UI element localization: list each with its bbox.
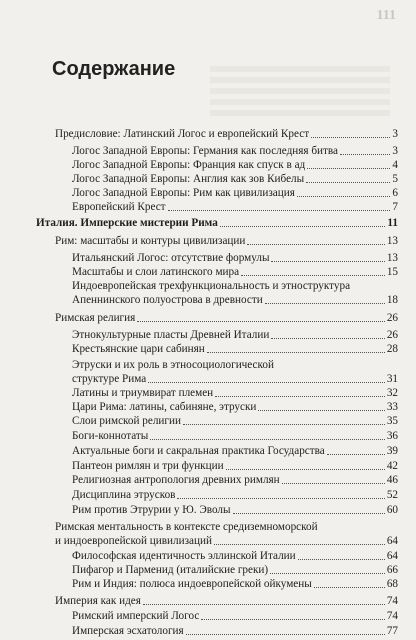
toc-entry-page: 66 [386, 564, 398, 576]
toc-chapter-entry[interactable] [36, 216, 398, 230]
toc-entry-page: 4 [392, 159, 398, 171]
toc-entry-page: 64 [386, 535, 398, 547]
toc-entry-title: Крестьянские цари сабинян [72, 343, 205, 355]
toc-entry[interactable] [72, 386, 398, 400]
toc-entry-page: 15 [386, 266, 398, 278]
leader-dots [233, 513, 385, 514]
toc-entry-title: Предисловие: Латинский Логос и европейский Крест [55, 128, 310, 140]
toc-entry-page: 35 [386, 415, 398, 427]
toc-entry[interactable] [72, 609, 398, 623]
toc-entry-page: 7 [392, 201, 398, 213]
leader-dots [307, 168, 390, 169]
toc-entry-page: 31 [386, 373, 398, 385]
toc-entry-page: 39 [386, 445, 398, 457]
toc-entry-title: Религиозная антропология древних римлян [72, 474, 280, 486]
toc-entry-title: Европейский Крест [72, 201, 166, 213]
leader-dots [207, 352, 385, 353]
toc-entry-page: 74 [386, 610, 398, 622]
toc-entry-title: Римская религия [55, 312, 136, 324]
toc-entry-page: 32 [386, 387, 398, 399]
leader-dots [265, 303, 385, 304]
toc-entry[interactable] [72, 549, 398, 563]
toc-entry-title: Логос Западной Европы: Германия как последняя битва [72, 145, 339, 157]
toc-entry-page: 5 [392, 173, 398, 185]
leader-dots [298, 559, 385, 560]
toc-entry[interactable] [55, 234, 398, 248]
toc-entry-page: 13 [386, 252, 398, 264]
leader-dots [143, 604, 385, 605]
toc-entry-page: 64 [386, 550, 398, 562]
toc-entry-title: Римский имперский Логос [72, 610, 200, 622]
toc-entry[interactable] [72, 577, 398, 591]
toc-chapter-page: 11 [387, 217, 398, 229]
toc-entry-page: 77 [386, 625, 398, 637]
toc-entry[interactable] [72, 414, 398, 428]
leader-dots [247, 244, 384, 245]
toc-entry-title: Актуальные боги и сакральная практика Государства [72, 445, 325, 457]
toc-entry[interactable] [72, 429, 398, 443]
toc-entry-title-line: Этруски и их роль в этносоциологической [72, 359, 274, 371]
toc-entry-title: Боги-коннотаты [72, 430, 149, 442]
toc-entry-page: 74 [386, 595, 398, 607]
toc-entry[interactable] [72, 459, 398, 473]
leader-dots [297, 196, 391, 197]
toc-entry-title: Рим: масштабы и контуры цивилизации [55, 235, 246, 247]
toc-entry-title: Логос Западной Европы: Франция как спуск в ад [72, 159, 306, 171]
toc-entry-title: Латины и триумвират племен [72, 387, 214, 399]
page-title: Содержание [52, 58, 176, 80]
leader-dots [168, 210, 391, 211]
toc-entry-title-line: Римская ментальность в контексте средиземноморской [55, 521, 318, 533]
toc-entry[interactable] [72, 400, 398, 414]
toc-entry[interactable] [72, 251, 398, 265]
toc-entry-title: Рим и Индия: полюса индоевропейской ойкумены [72, 578, 312, 590]
leader-dots [271, 261, 384, 262]
toc-entry-page: 46 [386, 474, 398, 486]
leader-dots [258, 410, 384, 411]
toc-entry-page: 3 [392, 145, 398, 157]
toc-entry-title: Пантеон римлян и три функции [72, 460, 224, 472]
toc-entry-page: 52 [386, 489, 398, 501]
toc-entry-title: Апеннинского полуострова в древности [72, 294, 263, 306]
leader-dots [306, 182, 390, 183]
leader-dots [186, 634, 385, 635]
toc-chapter-title: Италия. Имперские мистерии Рима [36, 217, 218, 229]
toc-entry[interactable] [55, 127, 398, 141]
toc-entry[interactable] [72, 488, 398, 502]
toc-entry[interactable] [72, 372, 398, 386]
leader-dots [201, 619, 385, 620]
toc-entry[interactable] [55, 594, 398, 608]
running-header-page-number: 111 [376, 8, 396, 23]
toc-entry-title: Этнокультурные пласты Древней Италии [72, 329, 270, 341]
toc-entry[interactable] [72, 144, 398, 158]
toc-entry[interactable] [72, 563, 398, 577]
leader-dots [215, 396, 385, 397]
toc-entry-page: 26 [386, 329, 398, 341]
toc-entry-title: Рим против Этрурии у Ю. Эволы [72, 504, 231, 516]
toc-entry-page: 28 [386, 343, 398, 355]
toc-entry[interactable] [72, 503, 398, 517]
leader-dots [282, 483, 385, 484]
toc-entry-title: Слои римской религии [72, 415, 181, 427]
toc-entry[interactable] [55, 534, 398, 548]
toc-entry-title-line: Индоевропейская трехфункциональность и этноструктура [72, 280, 351, 292]
leader-dots [220, 226, 386, 227]
leader-dots [270, 573, 385, 574]
leader-dots [177, 498, 384, 499]
toc-entry-title: Дисциплина этрусков [72, 489, 176, 501]
toc-entry[interactable] [72, 328, 398, 342]
toc-entry-title: и индоевропейской цивилизаций [55, 535, 212, 547]
toc-entry-title: структуре Рима [72, 373, 147, 385]
leader-dots [148, 382, 385, 383]
toc-entry-title: Пифагор и Парменид (италийские греки) [72, 564, 269, 576]
toc-entry-title: Философская идентичность эллинской Италии [72, 550, 296, 562]
toc-entry-page: 36 [386, 430, 398, 442]
toc-entry[interactable] [72, 172, 398, 186]
toc-entry-page: 6 [392, 187, 398, 199]
leader-dots [183, 424, 385, 425]
leader-dots [327, 454, 385, 455]
toc-entry[interactable] [72, 186, 398, 200]
toc-entry[interactable] [72, 444, 398, 458]
toc-entry-title: Цари Рима: латины, сабиняне, этруски [72, 401, 257, 413]
toc-entry[interactable] [72, 342, 398, 356]
toc-entry[interactable] [72, 473, 398, 487]
leader-dots [271, 338, 384, 339]
toc-entry-title: Итальянский Логос: отсутствие формулы [72, 252, 270, 264]
leader-dots [311, 137, 390, 138]
leader-dots [226, 469, 385, 470]
toc-entry[interactable] [72, 265, 398, 279]
leader-dots [150, 439, 385, 440]
toc-entry-page: 26 [386, 312, 398, 324]
toc-entry-title: Империя как идея [55, 595, 141, 607]
leader-dots [340, 154, 390, 155]
toc-entry[interactable] [72, 624, 398, 638]
toc-entry-title: Логос Западной Европы: Англия как зов Кибелы [72, 173, 305, 185]
toc-entry-page: 3 [392, 128, 398, 140]
toc-entry-page: 42 [386, 460, 398, 472]
toc-entry-title: Логос Западной Европы: Рим как цивилизация [72, 187, 295, 199]
toc-entry-page: 18 [386, 294, 398, 306]
toc-entry-title: Имперская эсхатология [72, 625, 184, 637]
toc-entry[interactable] [72, 158, 398, 172]
leader-dots [314, 587, 385, 588]
toc-entry-title: Масштабы и слои латинского мира [72, 266, 240, 278]
toc-entry[interactable] [72, 293, 398, 307]
toc-entry-page: 60 [386, 504, 398, 516]
toc-entry-page: 33 [386, 401, 398, 413]
toc-entry-page: 68 [386, 578, 398, 590]
toc-entry-page: 13 [386, 235, 398, 247]
leader-dots [241, 275, 385, 276]
leader-dots [214, 544, 385, 545]
leader-dots [137, 321, 385, 322]
toc-entry[interactable] [72, 200, 398, 214]
toc-entry[interactable] [55, 311, 398, 325]
